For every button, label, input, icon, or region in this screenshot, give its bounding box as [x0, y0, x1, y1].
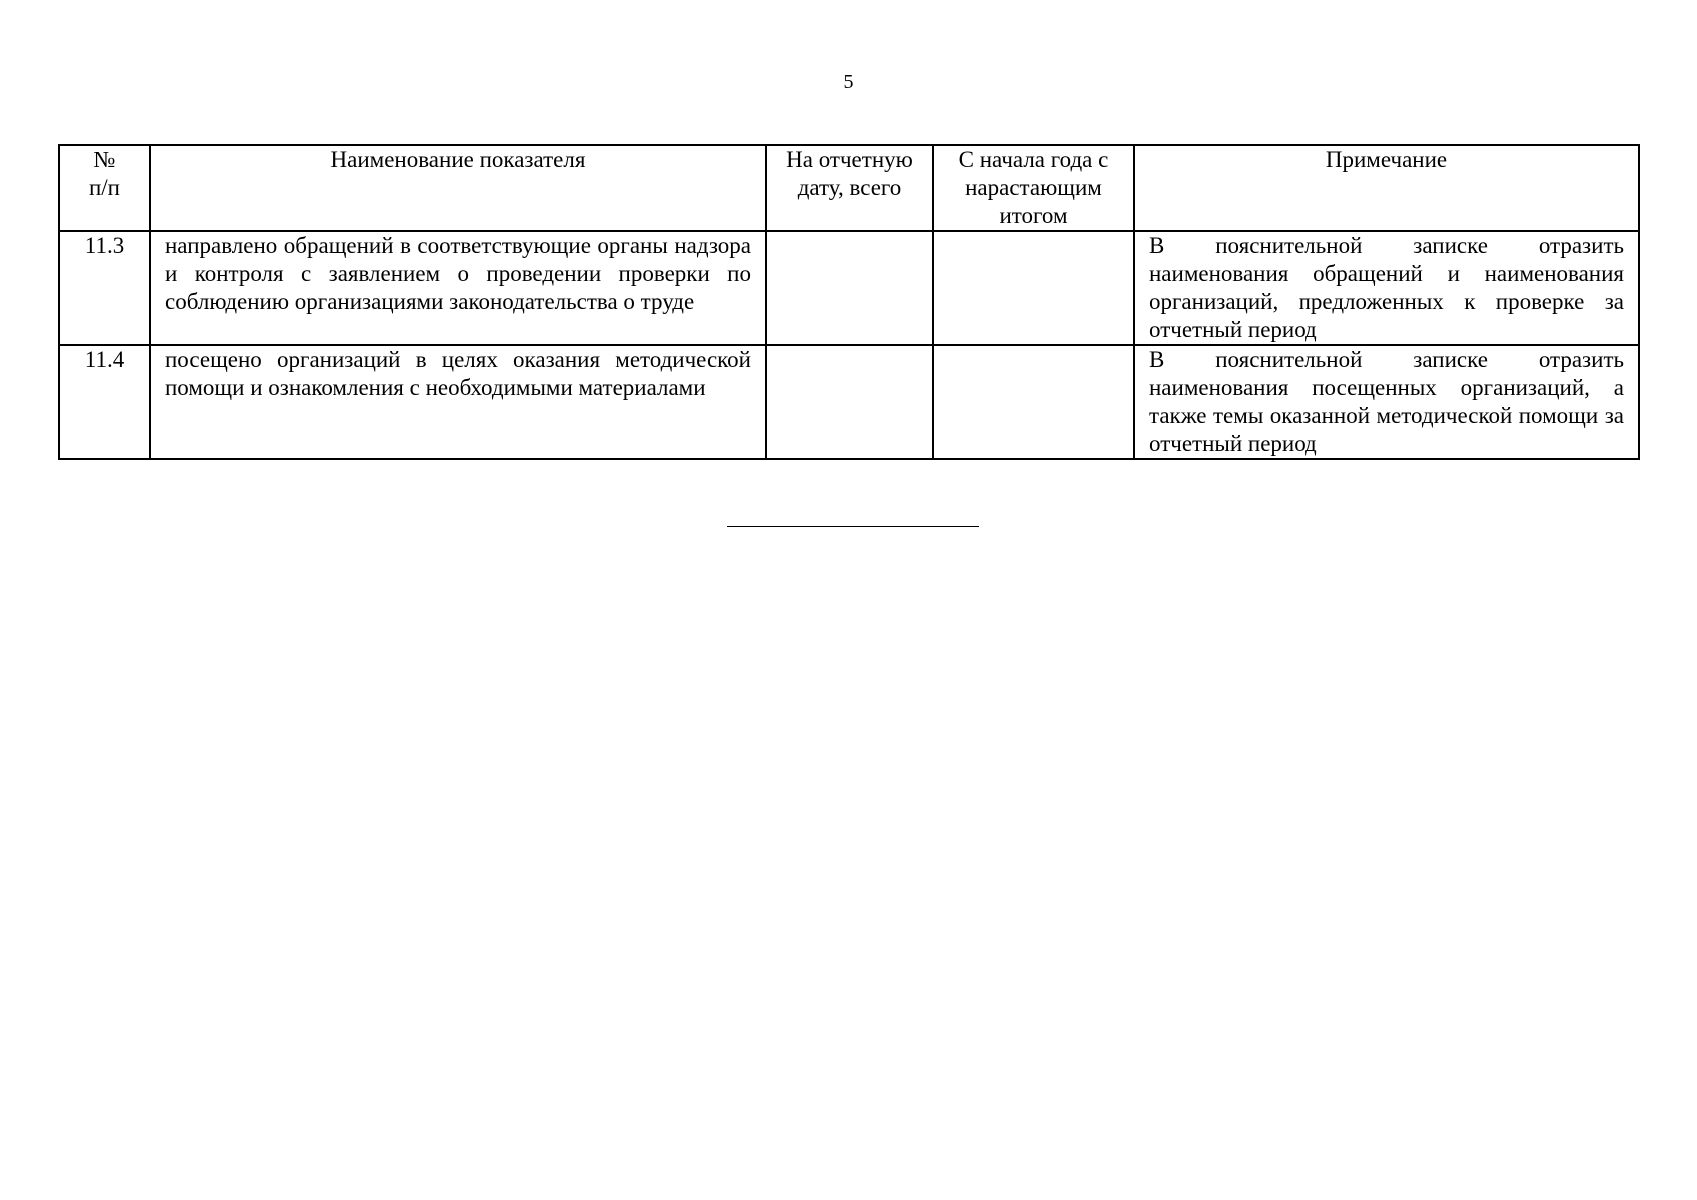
row-note: В пояснительной записке отразить наименования обращений и наименования организаций, предложенных к проверке за отчетный период [1134, 231, 1639, 345]
table-row [59, 345, 1639, 459]
table-row [59, 231, 1639, 345]
page-number: 5 [843, 71, 854, 93]
row-year-total [933, 345, 1134, 459]
header-number-label: № п/п [88, 147, 120, 200]
end-of-document-rule [727, 526, 979, 527]
row-number: 11.3 [59, 231, 150, 345]
row-date-total [766, 345, 933, 459]
header-note: Примечание [1134, 145, 1639, 231]
row-number: 11.4 [59, 345, 150, 459]
row-indicator-name: направлено обращений в соответствующие органы надзора и контроля с заявлением о проведении проверки по соблюдению организациями законодательства о труде [150, 231, 766, 345]
header-year-total: С начала года с нарастающим итогом [933, 145, 1134, 231]
header-indicator-name: Наименование показателя [150, 145, 766, 231]
table-header-row [59, 145, 1639, 231]
header-date-total: На отчетную дату, всего [766, 145, 933, 231]
row-note: В пояснительной записке отразить наименования посещенных организаций, а также темы оказанной методической помощи за отчетный период [1134, 345, 1639, 459]
row-date-total [766, 231, 933, 345]
row-indicator-name: посещено организаций в целях оказания методической помощи и ознакомления с необходимыми материалами [150, 345, 766, 459]
row-year-total [933, 231, 1134, 345]
header-number [59, 145, 150, 231]
indicator-table [58, 144, 1640, 460]
